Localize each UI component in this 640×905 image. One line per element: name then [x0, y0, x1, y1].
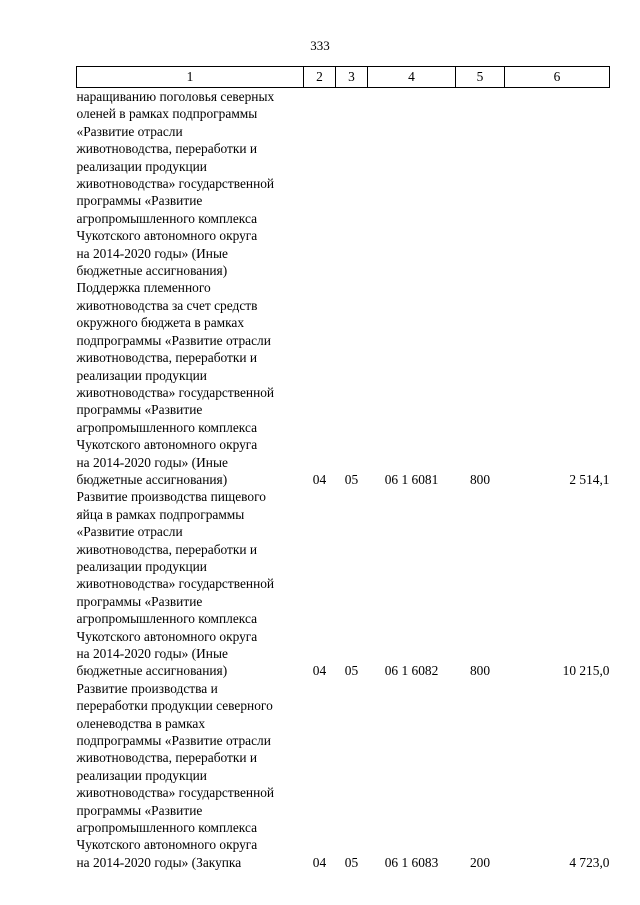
- page-number: 333: [310, 38, 330, 53]
- row-description: [77, 88, 304, 280]
- row-section: 04: [312, 663, 327, 679]
- table-row: [77, 279, 610, 488]
- row-description: [77, 680, 304, 871]
- header-col-5: 5: [456, 67, 505, 88]
- row-description-text: наращиванию поголовья северных оленей в рамках подпрограммы «Развитие отрасли животноводства, переработки и реализации продукции животноводства» государственной программы «Развитие агропромышленного комплекса Чукотского автономного округа на 2014-2020 годы» (Иные бюджетные ассигнования): [76, 89, 275, 279]
- row-target-article: 06 1 6082: [384, 663, 439, 679]
- table-body: [77, 88, 610, 872]
- row-description-text: Развитие производства пищевого яйца в рамках подпрограммы «Развитие отрасли животноводства, переработки и реализации продукции животноводства» государственной программы «Развитие агропромышленного комплекса Чукотского автономного округа на 2014-2020 годы» (Иные бюджетные ассигнования): [76, 489, 275, 679]
- row-amount: [505, 88, 610, 280]
- table-header: [77, 67, 610, 88]
- row-amount: 4 723,0: [569, 854, 610, 870]
- header-row: [77, 67, 610, 88]
- row-expense-type: 200: [469, 854, 491, 870]
- row-expense-type: 800: [469, 663, 491, 679]
- header-col-3: 3: [336, 67, 368, 88]
- row-section: 04: [312, 471, 327, 487]
- row-target-article: 06 1 6083: [384, 854, 439, 870]
- header-col-2: 2: [304, 67, 336, 88]
- row-subsection: 05: [344, 663, 359, 679]
- row-subsection: 05: [344, 471, 359, 487]
- row-section: [304, 88, 336, 280]
- header-col-6: 6: [505, 67, 610, 88]
- table-row: [77, 488, 610, 679]
- row-amount: 2 514,1: [569, 471, 610, 487]
- row-target-article: 06 1 6081: [384, 471, 439, 487]
- row-description-text: Развитие производства и переработки продукции северного оленеводства в рамках подпрограммы «Развитие отрасли животноводства, переработки и реализации продукции животноводства» государственной программы «Развитие агропромышленного комплекса Чукотского автономного округа на 2014-2020 годы» (Закупка: [76, 680, 275, 870]
- row-subsection: [336, 88, 368, 280]
- row-target-article: [368, 88, 456, 280]
- row-description-text: Поддержка племенного животноводства за счет средств окружного бюджета в рамках подпрограммы «Развитие отрасли животноводства, переработки и реализации продукции животноводства» государственной программы «Развитие агропромышленного комплекса Чукотского автономного округа на 2014-2020 годы» (Иные бюджетные ассигнования): [76, 280, 275, 487]
- row-amount: 10 215,0: [562, 663, 610, 679]
- budget-table: [76, 66, 610, 871]
- row-expense-type: 800: [469, 471, 491, 487]
- row-description: [77, 279, 304, 488]
- header-col-4: 4: [368, 67, 456, 88]
- table-row: [77, 88, 610, 280]
- row-description: [77, 488, 304, 679]
- row-expense-type: [456, 88, 505, 280]
- row-subsection: 05: [344, 854, 359, 870]
- header-col-1: 1: [77, 67, 304, 88]
- table-row: [77, 680, 610, 871]
- row-section: 04: [312, 854, 327, 870]
